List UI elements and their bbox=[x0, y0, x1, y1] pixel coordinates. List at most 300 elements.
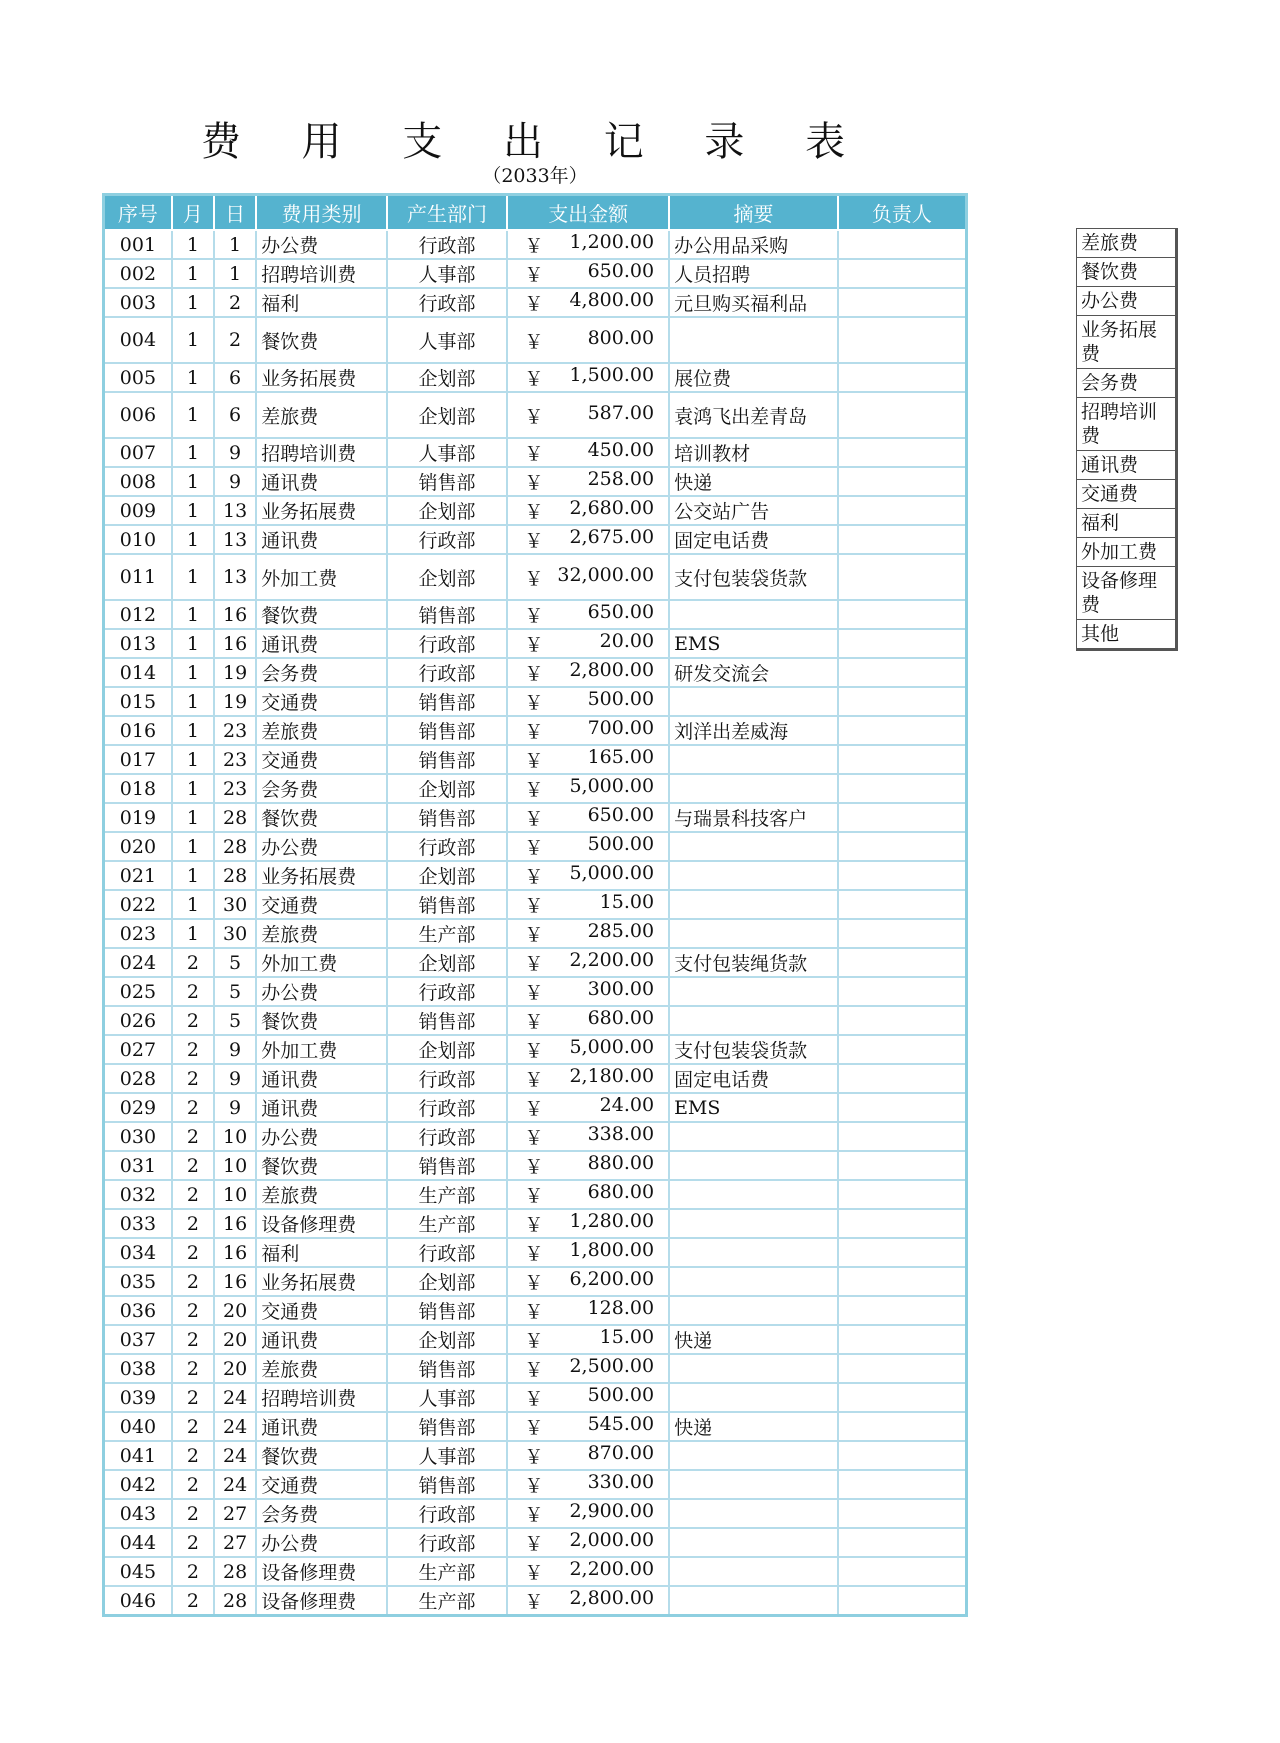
amount-cell[interactable] bbox=[507, 1151, 669, 1180]
amount-cell[interactable] bbox=[507, 629, 669, 658]
amount-cell[interactable] bbox=[507, 1441, 669, 1470]
department-cell[interactable]: 行政部 bbox=[387, 230, 508, 259]
category-cell[interactable]: 通讯费 bbox=[256, 1412, 387, 1441]
category-cell[interactable]: 差旅费 bbox=[256, 1180, 387, 1209]
amount-cell[interactable] bbox=[507, 1122, 669, 1151]
category-list-item[interactable]: 差旅费 bbox=[1076, 228, 1176, 258]
owner-cell[interactable] bbox=[838, 745, 967, 774]
summary-cell[interactable] bbox=[669, 919, 838, 948]
owner-cell[interactable] bbox=[838, 1064, 967, 1093]
category-cell[interactable]: 交通费 bbox=[256, 1470, 387, 1499]
department-cell[interactable]: 生产部 bbox=[387, 1180, 508, 1209]
row-id-cell[interactable]: 021 bbox=[104, 861, 172, 890]
amount-cell[interactable] bbox=[507, 317, 669, 363]
owner-cell[interactable] bbox=[838, 392, 967, 438]
amount-cell[interactable] bbox=[507, 1325, 669, 1354]
month-cell[interactable]: 1 bbox=[172, 919, 214, 948]
amount-cell[interactable] bbox=[507, 1093, 669, 1122]
row-id-cell[interactable]: 006 bbox=[104, 392, 172, 438]
department-cell[interactable]: 销售部 bbox=[387, 803, 508, 832]
summary-cell[interactable]: 支付包装袋货款 bbox=[669, 554, 838, 600]
row-id-cell[interactable]: 011 bbox=[104, 554, 172, 600]
department-cell[interactable]: 销售部 bbox=[387, 1006, 508, 1035]
category-cell[interactable]: 福利 bbox=[256, 288, 387, 317]
day-cell[interactable]: 10 bbox=[214, 1151, 256, 1180]
month-cell[interactable]: 2 bbox=[172, 1528, 214, 1557]
day-cell[interactable]: 10 bbox=[214, 1122, 256, 1151]
month-cell[interactable]: 2 bbox=[172, 1151, 214, 1180]
summary-cell[interactable]: 快递 bbox=[669, 1325, 838, 1354]
summary-cell[interactable]: 公交站广告 bbox=[669, 496, 838, 525]
month-cell[interactable]: 1 bbox=[172, 230, 214, 259]
month-cell[interactable]: 1 bbox=[172, 861, 214, 890]
category-cell[interactable]: 通讯费 bbox=[256, 467, 387, 496]
amount-cell[interactable] bbox=[507, 716, 669, 745]
month-cell[interactable]: 2 bbox=[172, 1441, 214, 1470]
day-cell[interactable]: 1 bbox=[214, 230, 256, 259]
category-cell[interactable]: 外加工费 bbox=[256, 948, 387, 977]
owner-cell[interactable] bbox=[838, 629, 967, 658]
row-id-cell[interactable]: 045 bbox=[104, 1557, 172, 1586]
row-id-cell[interactable]: 033 bbox=[104, 1209, 172, 1238]
month-cell[interactable]: 2 bbox=[172, 1412, 214, 1441]
day-cell[interactable]: 27 bbox=[214, 1528, 256, 1557]
row-id-cell[interactable]: 024 bbox=[104, 948, 172, 977]
category-cell[interactable]: 办公费 bbox=[256, 1122, 387, 1151]
category-cell[interactable]: 差旅费 bbox=[256, 716, 387, 745]
day-cell[interactable]: 5 bbox=[214, 977, 256, 1006]
department-cell[interactable]: 企划部 bbox=[387, 1267, 508, 1296]
day-cell[interactable]: 13 bbox=[214, 525, 256, 554]
day-cell[interactable]: 28 bbox=[214, 832, 256, 861]
month-cell[interactable]: 1 bbox=[172, 392, 214, 438]
day-cell[interactable]: 19 bbox=[214, 658, 256, 687]
owner-cell[interactable] bbox=[838, 288, 967, 317]
month-cell[interactable]: 1 bbox=[172, 496, 214, 525]
summary-cell[interactable]: EMS bbox=[669, 629, 838, 658]
amount-cell[interactable] bbox=[507, 1499, 669, 1528]
header-cell[interactable]: 序号 bbox=[104, 195, 172, 231]
owner-cell[interactable] bbox=[838, 1296, 967, 1325]
month-cell[interactable]: 2 bbox=[172, 1122, 214, 1151]
category-cell[interactable]: 交通费 bbox=[256, 687, 387, 716]
amount-cell[interactable] bbox=[507, 774, 669, 803]
summary-cell[interactable] bbox=[669, 1470, 838, 1499]
owner-cell[interactable] bbox=[838, 1035, 967, 1064]
row-id-cell[interactable]: 022 bbox=[104, 890, 172, 919]
category-cell[interactable]: 会务费 bbox=[256, 774, 387, 803]
month-cell[interactable]: 2 bbox=[172, 1325, 214, 1354]
month-cell[interactable]: 2 bbox=[172, 1209, 214, 1238]
month-cell[interactable]: 1 bbox=[172, 525, 214, 554]
row-id-cell[interactable]: 042 bbox=[104, 1470, 172, 1499]
department-cell[interactable]: 销售部 bbox=[387, 1296, 508, 1325]
category-cell[interactable]: 会务费 bbox=[256, 1499, 387, 1528]
amount-cell[interactable] bbox=[507, 1180, 669, 1209]
owner-cell[interactable] bbox=[838, 919, 967, 948]
amount-cell[interactable] bbox=[507, 1557, 669, 1586]
day-cell[interactable]: 1 bbox=[214, 259, 256, 288]
month-cell[interactable]: 2 bbox=[172, 1354, 214, 1383]
header-cell[interactable]: 产生部门 bbox=[387, 195, 508, 231]
amount-cell[interactable] bbox=[507, 288, 669, 317]
department-cell[interactable]: 销售部 bbox=[387, 687, 508, 716]
day-cell[interactable]: 19 bbox=[214, 687, 256, 716]
amount-cell[interactable] bbox=[507, 525, 669, 554]
month-cell[interactable]: 2 bbox=[172, 1383, 214, 1412]
owner-cell[interactable] bbox=[838, 861, 967, 890]
category-list-item[interactable]: 办公费 bbox=[1076, 287, 1176, 316]
owner-cell[interactable] bbox=[838, 1267, 967, 1296]
owner-cell[interactable] bbox=[838, 1180, 967, 1209]
day-cell[interactable]: 6 bbox=[214, 392, 256, 438]
day-cell[interactable]: 28 bbox=[214, 861, 256, 890]
row-id-cell[interactable]: 031 bbox=[104, 1151, 172, 1180]
row-id-cell[interactable]: 039 bbox=[104, 1383, 172, 1412]
owner-cell[interactable] bbox=[838, 1412, 967, 1441]
department-cell[interactable]: 企划部 bbox=[387, 861, 508, 890]
day-cell[interactable]: 30 bbox=[214, 919, 256, 948]
day-cell[interactable]: 23 bbox=[214, 716, 256, 745]
month-cell[interactable]: 2 bbox=[172, 1035, 214, 1064]
month-cell[interactable]: 1 bbox=[172, 716, 214, 745]
day-cell[interactable]: 16 bbox=[214, 629, 256, 658]
row-id-cell[interactable]: 009 bbox=[104, 496, 172, 525]
row-id-cell[interactable]: 005 bbox=[104, 363, 172, 392]
row-id-cell[interactable]: 044 bbox=[104, 1528, 172, 1557]
department-cell[interactable]: 行政部 bbox=[387, 1238, 508, 1267]
category-cell[interactable]: 餐饮费 bbox=[256, 803, 387, 832]
owner-cell[interactable] bbox=[838, 230, 967, 259]
row-id-cell[interactable]: 004 bbox=[104, 317, 172, 363]
day-cell[interactable]: 2 bbox=[214, 317, 256, 363]
category-cell[interactable]: 设备修理费 bbox=[256, 1209, 387, 1238]
owner-cell[interactable] bbox=[838, 1209, 967, 1238]
month-cell[interactable]: 1 bbox=[172, 363, 214, 392]
owner-cell[interactable] bbox=[838, 467, 967, 496]
row-id-cell[interactable]: 023 bbox=[104, 919, 172, 948]
header-cell[interactable]: 费用类别 bbox=[256, 195, 387, 231]
category-list-item[interactable]: 通讯费 bbox=[1076, 451, 1176, 480]
category-list-item[interactable]: 会务费 bbox=[1076, 369, 1176, 398]
summary-cell[interactable]: 元旦购买福利品 bbox=[669, 288, 838, 317]
row-id-cell[interactable]: 014 bbox=[104, 658, 172, 687]
month-cell[interactable]: 1 bbox=[172, 745, 214, 774]
month-cell[interactable]: 1 bbox=[172, 687, 214, 716]
row-id-cell[interactable]: 038 bbox=[104, 1354, 172, 1383]
row-id-cell[interactable]: 026 bbox=[104, 1006, 172, 1035]
category-cell[interactable]: 福利 bbox=[256, 1238, 387, 1267]
category-cell[interactable]: 设备修理费 bbox=[256, 1586, 387, 1616]
amount-cell[interactable] bbox=[507, 745, 669, 774]
summary-cell[interactable] bbox=[669, 832, 838, 861]
department-cell[interactable]: 企划部 bbox=[387, 363, 508, 392]
amount-cell[interactable] bbox=[507, 392, 669, 438]
amount-cell[interactable] bbox=[507, 230, 669, 259]
summary-cell[interactable] bbox=[669, 317, 838, 363]
row-id-cell[interactable]: 030 bbox=[104, 1122, 172, 1151]
amount-cell[interactable] bbox=[507, 832, 669, 861]
header-cell[interactable]: 摘要 bbox=[669, 195, 838, 231]
day-cell[interactable]: 16 bbox=[214, 1209, 256, 1238]
owner-cell[interactable] bbox=[838, 1238, 967, 1267]
row-id-cell[interactable]: 019 bbox=[104, 803, 172, 832]
summary-cell[interactable]: 快递 bbox=[669, 1412, 838, 1441]
row-id-cell[interactable]: 015 bbox=[104, 687, 172, 716]
amount-cell[interactable] bbox=[507, 1354, 669, 1383]
amount-cell[interactable] bbox=[507, 1209, 669, 1238]
category-cell[interactable]: 招聘培训费 bbox=[256, 438, 387, 467]
row-id-cell[interactable]: 029 bbox=[104, 1093, 172, 1122]
summary-cell[interactable] bbox=[669, 861, 838, 890]
department-cell[interactable]: 生产部 bbox=[387, 1586, 508, 1616]
summary-cell[interactable]: 刘洋出差威海 bbox=[669, 716, 838, 745]
amount-cell[interactable] bbox=[507, 554, 669, 600]
summary-cell[interactable] bbox=[669, 1383, 838, 1412]
day-cell[interactable]: 5 bbox=[214, 1006, 256, 1035]
department-cell[interactable]: 企划部 bbox=[387, 774, 508, 803]
department-cell[interactable]: 生产部 bbox=[387, 1209, 508, 1238]
department-cell[interactable]: 行政部 bbox=[387, 1064, 508, 1093]
category-cell[interactable]: 业务拓展费 bbox=[256, 363, 387, 392]
month-cell[interactable]: 1 bbox=[172, 317, 214, 363]
month-cell[interactable]: 2 bbox=[172, 1586, 214, 1616]
owner-cell[interactable] bbox=[838, 1354, 967, 1383]
category-cell[interactable]: 差旅费 bbox=[256, 919, 387, 948]
header-cell[interactable]: 支出金额 bbox=[507, 195, 669, 231]
row-id-cell[interactable]: 008 bbox=[104, 467, 172, 496]
owner-cell[interactable] bbox=[838, 832, 967, 861]
summary-cell[interactable] bbox=[669, 745, 838, 774]
month-cell[interactable]: 1 bbox=[172, 438, 214, 467]
amount-cell[interactable] bbox=[507, 600, 669, 629]
department-cell[interactable]: 销售部 bbox=[387, 716, 508, 745]
amount-cell[interactable] bbox=[507, 1006, 669, 1035]
row-id-cell[interactable]: 007 bbox=[104, 438, 172, 467]
day-cell[interactable]: 24 bbox=[214, 1470, 256, 1499]
row-id-cell[interactable]: 035 bbox=[104, 1267, 172, 1296]
owner-cell[interactable] bbox=[838, 716, 967, 745]
category-cell[interactable]: 招聘培训费 bbox=[256, 1383, 387, 1412]
category-cell[interactable]: 招聘培训费 bbox=[256, 259, 387, 288]
summary-cell[interactable] bbox=[669, 1267, 838, 1296]
header-cell[interactable]: 月 bbox=[172, 195, 214, 231]
department-cell[interactable]: 人事部 bbox=[387, 438, 508, 467]
row-id-cell[interactable]: 027 bbox=[104, 1035, 172, 1064]
category-cell[interactable]: 交通费 bbox=[256, 745, 387, 774]
month-cell[interactable]: 2 bbox=[172, 1006, 214, 1035]
row-id-cell[interactable]: 025 bbox=[104, 977, 172, 1006]
category-cell[interactable]: 餐饮费 bbox=[256, 1006, 387, 1035]
summary-cell[interactable] bbox=[669, 977, 838, 1006]
category-cell[interactable]: 餐饮费 bbox=[256, 317, 387, 363]
summary-cell[interactable]: 展位费 bbox=[669, 363, 838, 392]
amount-cell[interactable] bbox=[507, 1238, 669, 1267]
summary-cell[interactable] bbox=[669, 1499, 838, 1528]
owner-cell[interactable] bbox=[838, 1586, 967, 1616]
day-cell[interactable]: 28 bbox=[214, 1586, 256, 1616]
department-cell[interactable]: 销售部 bbox=[387, 1354, 508, 1383]
owner-cell[interactable] bbox=[838, 1528, 967, 1557]
amount-cell[interactable] bbox=[507, 1267, 669, 1296]
summary-cell[interactable]: 培训教材 bbox=[669, 438, 838, 467]
category-list-item[interactable]: 外加工费 bbox=[1076, 538, 1176, 567]
month-cell[interactable]: 1 bbox=[172, 774, 214, 803]
category-cell[interactable]: 外加工费 bbox=[256, 554, 387, 600]
category-cell[interactable]: 通讯费 bbox=[256, 525, 387, 554]
month-cell[interactable]: 2 bbox=[172, 1093, 214, 1122]
department-cell[interactable]: 人事部 bbox=[387, 259, 508, 288]
month-cell[interactable]: 1 bbox=[172, 600, 214, 629]
summary-cell[interactable]: 人员招聘 bbox=[669, 259, 838, 288]
department-cell[interactable]: 人事部 bbox=[387, 317, 508, 363]
day-cell[interactable]: 28 bbox=[214, 1557, 256, 1586]
department-cell[interactable]: 行政部 bbox=[387, 658, 508, 687]
day-cell[interactable]: 20 bbox=[214, 1354, 256, 1383]
day-cell[interactable]: 9 bbox=[214, 467, 256, 496]
category-cell[interactable]: 办公费 bbox=[256, 230, 387, 259]
owner-cell[interactable] bbox=[838, 1441, 967, 1470]
owner-cell[interactable] bbox=[838, 1383, 967, 1412]
department-cell[interactable]: 行政部 bbox=[387, 288, 508, 317]
day-cell[interactable]: 9 bbox=[214, 1093, 256, 1122]
summary-cell[interactable] bbox=[669, 890, 838, 919]
day-cell[interactable]: 9 bbox=[214, 1064, 256, 1093]
day-cell[interactable]: 24 bbox=[214, 1383, 256, 1412]
department-cell[interactable]: 销售部 bbox=[387, 890, 508, 919]
month-cell[interactable]: 1 bbox=[172, 658, 214, 687]
month-cell[interactable]: 2 bbox=[172, 977, 214, 1006]
summary-cell[interactable] bbox=[669, 1122, 838, 1151]
department-cell[interactable]: 销售部 bbox=[387, 745, 508, 774]
department-cell[interactable]: 行政部 bbox=[387, 1528, 508, 1557]
month-cell[interactable]: 2 bbox=[172, 1557, 214, 1586]
month-cell[interactable]: 2 bbox=[172, 1267, 214, 1296]
row-id-cell[interactable]: 036 bbox=[104, 1296, 172, 1325]
summary-cell[interactable] bbox=[669, 1238, 838, 1267]
summary-cell[interactable] bbox=[669, 774, 838, 803]
department-cell[interactable]: 企划部 bbox=[387, 948, 508, 977]
category-cell[interactable]: 餐饮费 bbox=[256, 600, 387, 629]
amount-cell[interactable] bbox=[507, 1528, 669, 1557]
category-cell[interactable]: 通讯费 bbox=[256, 629, 387, 658]
department-cell[interactable]: 销售部 bbox=[387, 467, 508, 496]
category-cell[interactable]: 会务费 bbox=[256, 658, 387, 687]
category-cell[interactable]: 办公费 bbox=[256, 977, 387, 1006]
amount-cell[interactable] bbox=[507, 363, 669, 392]
owner-cell[interactable] bbox=[838, 259, 967, 288]
row-id-cell[interactable]: 020 bbox=[104, 832, 172, 861]
amount-cell[interactable] bbox=[507, 1412, 669, 1441]
row-id-cell[interactable]: 037 bbox=[104, 1325, 172, 1354]
month-cell[interactable]: 1 bbox=[172, 803, 214, 832]
amount-cell[interactable] bbox=[507, 861, 669, 890]
department-cell[interactable]: 销售部 bbox=[387, 1151, 508, 1180]
owner-cell[interactable] bbox=[838, 1499, 967, 1528]
day-cell[interactable]: 20 bbox=[214, 1296, 256, 1325]
owner-cell[interactable] bbox=[838, 948, 967, 977]
day-cell[interactable]: 16 bbox=[214, 600, 256, 629]
amount-cell[interactable] bbox=[507, 259, 669, 288]
summary-cell[interactable] bbox=[669, 600, 838, 629]
day-cell[interactable]: 27 bbox=[214, 1499, 256, 1528]
month-cell[interactable]: 1 bbox=[172, 832, 214, 861]
day-cell[interactable]: 23 bbox=[214, 774, 256, 803]
month-cell[interactable]: 2 bbox=[172, 1296, 214, 1325]
category-cell[interactable]: 餐饮费 bbox=[256, 1441, 387, 1470]
day-cell[interactable]: 16 bbox=[214, 1267, 256, 1296]
category-cell[interactable]: 办公费 bbox=[256, 832, 387, 861]
owner-cell[interactable] bbox=[838, 890, 967, 919]
department-cell[interactable]: 企划部 bbox=[387, 1325, 508, 1354]
amount-cell[interactable] bbox=[507, 948, 669, 977]
month-cell[interactable]: 2 bbox=[172, 1470, 214, 1499]
summary-cell[interactable]: 袁鸿飞出差青岛 bbox=[669, 392, 838, 438]
category-cell[interactable]: 业务拓展费 bbox=[256, 1267, 387, 1296]
amount-cell[interactable] bbox=[507, 1035, 669, 1064]
summary-cell[interactable] bbox=[669, 1180, 838, 1209]
amount-cell[interactable] bbox=[507, 1586, 669, 1616]
amount-cell[interactable] bbox=[507, 496, 669, 525]
department-cell[interactable]: 销售部 bbox=[387, 1470, 508, 1499]
summary-cell[interactable] bbox=[669, 1296, 838, 1325]
owner-cell[interactable] bbox=[838, 496, 967, 525]
department-cell[interactable]: 行政部 bbox=[387, 1499, 508, 1528]
amount-cell[interactable] bbox=[507, 467, 669, 496]
row-id-cell[interactable]: 003 bbox=[104, 288, 172, 317]
summary-cell[interactable] bbox=[669, 1557, 838, 1586]
month-cell[interactable]: 1 bbox=[172, 629, 214, 658]
owner-cell[interactable] bbox=[838, 363, 967, 392]
day-cell[interactable]: 28 bbox=[214, 803, 256, 832]
category-cell[interactable]: 交通费 bbox=[256, 1296, 387, 1325]
month-cell[interactable]: 1 bbox=[172, 288, 214, 317]
row-id-cell[interactable]: 034 bbox=[104, 1238, 172, 1267]
row-id-cell[interactable]: 001 bbox=[104, 230, 172, 259]
category-list-item[interactable]: 福利 bbox=[1076, 509, 1176, 538]
department-cell[interactable]: 生产部 bbox=[387, 1557, 508, 1586]
summary-cell[interactable] bbox=[669, 1151, 838, 1180]
summary-cell[interactable]: 研发交流会 bbox=[669, 658, 838, 687]
row-id-cell[interactable]: 040 bbox=[104, 1412, 172, 1441]
summary-cell[interactable]: 办公用品采购 bbox=[669, 230, 838, 259]
row-id-cell[interactable]: 018 bbox=[104, 774, 172, 803]
row-id-cell[interactable]: 032 bbox=[104, 1180, 172, 1209]
summary-cell[interactable]: 支付包装绳货款 bbox=[669, 948, 838, 977]
day-cell[interactable]: 24 bbox=[214, 1441, 256, 1470]
row-id-cell[interactable]: 012 bbox=[104, 600, 172, 629]
department-cell[interactable]: 企划部 bbox=[387, 554, 508, 600]
category-cell[interactable]: 差旅费 bbox=[256, 1354, 387, 1383]
department-cell[interactable]: 人事部 bbox=[387, 1383, 508, 1412]
month-cell[interactable]: 2 bbox=[172, 948, 214, 977]
header-cell[interactable]: 负责人 bbox=[838, 195, 967, 231]
summary-cell[interactable]: 与瑞景科技客户 bbox=[669, 803, 838, 832]
amount-cell[interactable] bbox=[507, 1383, 669, 1412]
row-id-cell[interactable]: 017 bbox=[104, 745, 172, 774]
category-list-item[interactable]: 交通费 bbox=[1076, 480, 1176, 509]
category-list-item[interactable]: 招聘培训费 bbox=[1076, 398, 1176, 451]
summary-cell[interactable] bbox=[669, 1354, 838, 1383]
owner-cell[interactable] bbox=[838, 525, 967, 554]
department-cell[interactable]: 行政部 bbox=[387, 977, 508, 1006]
row-id-cell[interactable]: 028 bbox=[104, 1064, 172, 1093]
day-cell[interactable]: 30 bbox=[214, 890, 256, 919]
owner-cell[interactable] bbox=[838, 554, 967, 600]
owner-cell[interactable] bbox=[838, 600, 967, 629]
department-cell[interactable]: 企划部 bbox=[387, 1035, 508, 1064]
row-id-cell[interactable]: 013 bbox=[104, 629, 172, 658]
